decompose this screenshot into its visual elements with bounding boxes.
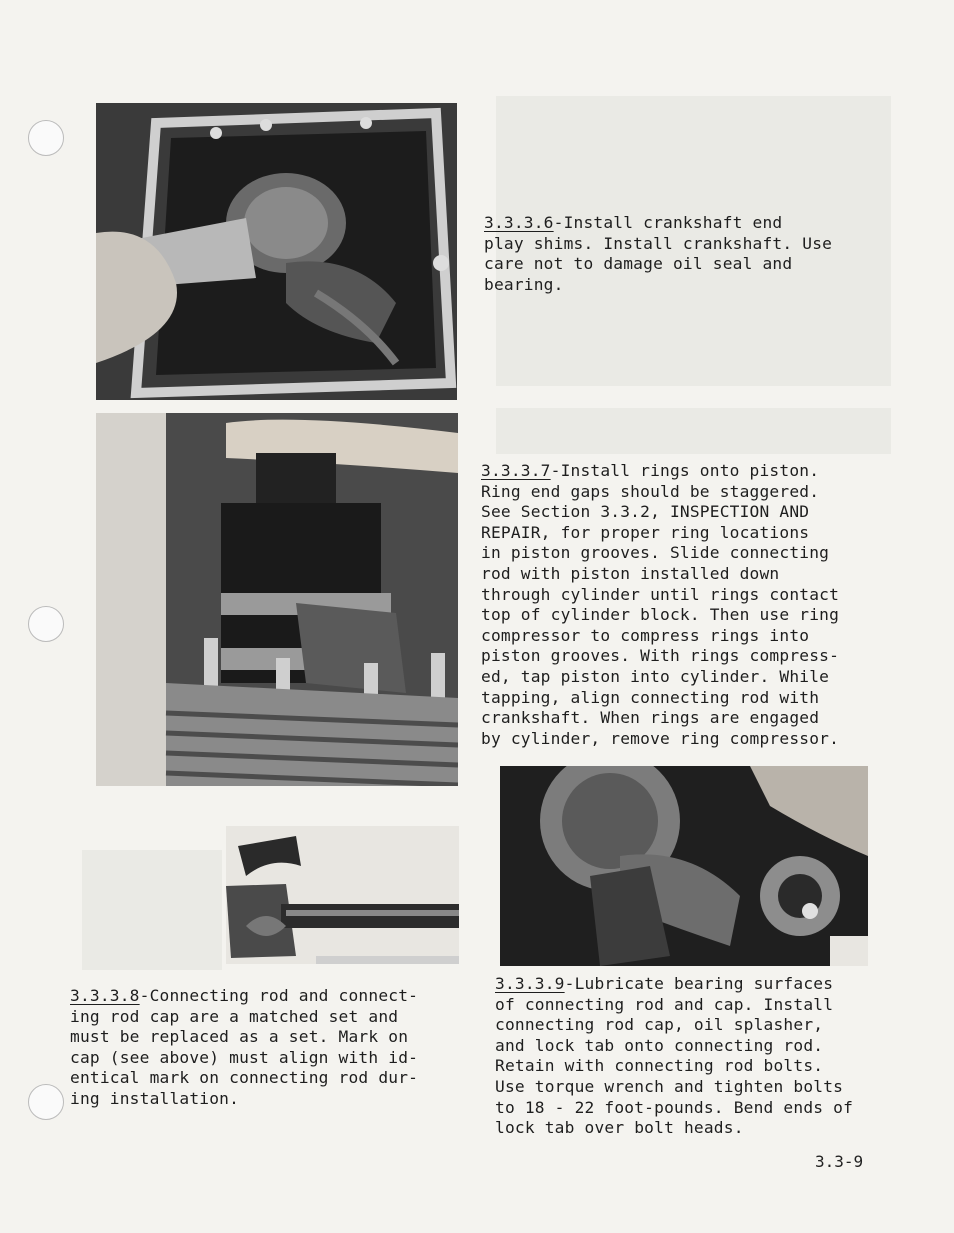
caption-line: play shims. Install crankshaft. Use [484,233,833,253]
caption-3-3-3-6 [484,213,832,295]
caption-line: must be replaced as a set. Mark on [70,1027,409,1047]
caption-3-3-3-8 [70,986,418,1110]
caption-reference: 3.3.3.6 [484,213,554,232]
caption-line: rod with piston installed down [481,563,780,583]
caption-line: lock tab over bolt heads. [495,1118,744,1138]
caption-line: in piston grooves. Slide connecting [481,543,830,563]
caption-line: connecting rod cap, oil splasher, [495,1015,824,1035]
caption-line: -Install crankshaft end [553,213,783,232]
binder-hole [28,606,64,642]
caption-line: Ring end gaps should be staggered. [481,481,820,501]
binder-hole [28,1084,64,1120]
caption-line: and lock tab onto connecting rod. [495,1035,824,1055]
caption-line: ing rod cap are a matched set and [70,1006,399,1026]
caption-line: ing installation. [70,1088,240,1108]
caption-line: -Install rings onto piston. [550,461,820,480]
bleed-through-shadow [496,408,891,454]
caption-line: care not to damage oil seal and [484,254,793,274]
caption-line: to 18 - 22 foot-pounds. Bend ends of [495,1097,854,1117]
caption-line: bearing. [484,274,564,294]
caption-line: -Lubricate bearing surfaces [564,974,834,993]
photo-connecting-rod-cap [226,826,459,964]
bleed-through-shadow [82,850,222,970]
caption-line: Use torque wrench and tighten bolts [495,1076,844,1096]
caption-line: of connecting rod and cap. Install [495,994,834,1014]
caption-reference: 3.3.3.8 [70,986,140,1005]
caption-line: piston grooves. With rings compress- [481,646,840,666]
caption-line: Retain with connecting rod bolts. [495,1056,824,1076]
page-number: 3.3-9 [815,1152,864,1171]
caption-line: ed, tap piston into cylinder. While [481,666,830,686]
caption-3-3-3-7 [481,461,839,749]
caption-3-3-3-9 [495,974,853,1139]
caption-line: by cylinder, remove ring compressor. [481,728,840,748]
caption-line: crankshaft. When rings are engaged [481,708,820,728]
photo-crankshaft-install [96,103,457,400]
caption-line: through cylinder until rings contact [481,584,840,604]
photo-rod-bolts [500,766,868,966]
caption-line: entical mark on connecting rod dur- [70,1068,419,1088]
photo-piston-install [96,413,458,786]
caption-line: compressor to compress rings into [481,625,810,645]
caption-line: top of cylinder block. Then use ring [481,605,840,625]
caption-line: See Section 3.3.2, INSPECTION AND [481,502,810,522]
caption-reference: 3.3.3.7 [481,461,551,480]
caption-line: tapping, align connecting rod with [481,687,820,707]
binder-hole [28,120,64,156]
caption-reference: 3.3.3.9 [495,974,565,993]
caption-line: -Connecting rod and connect- [139,986,419,1005]
caption-line: cap (see above) must align with id- [70,1047,419,1067]
caption-line: REPAIR, for proper ring locations [481,522,810,542]
